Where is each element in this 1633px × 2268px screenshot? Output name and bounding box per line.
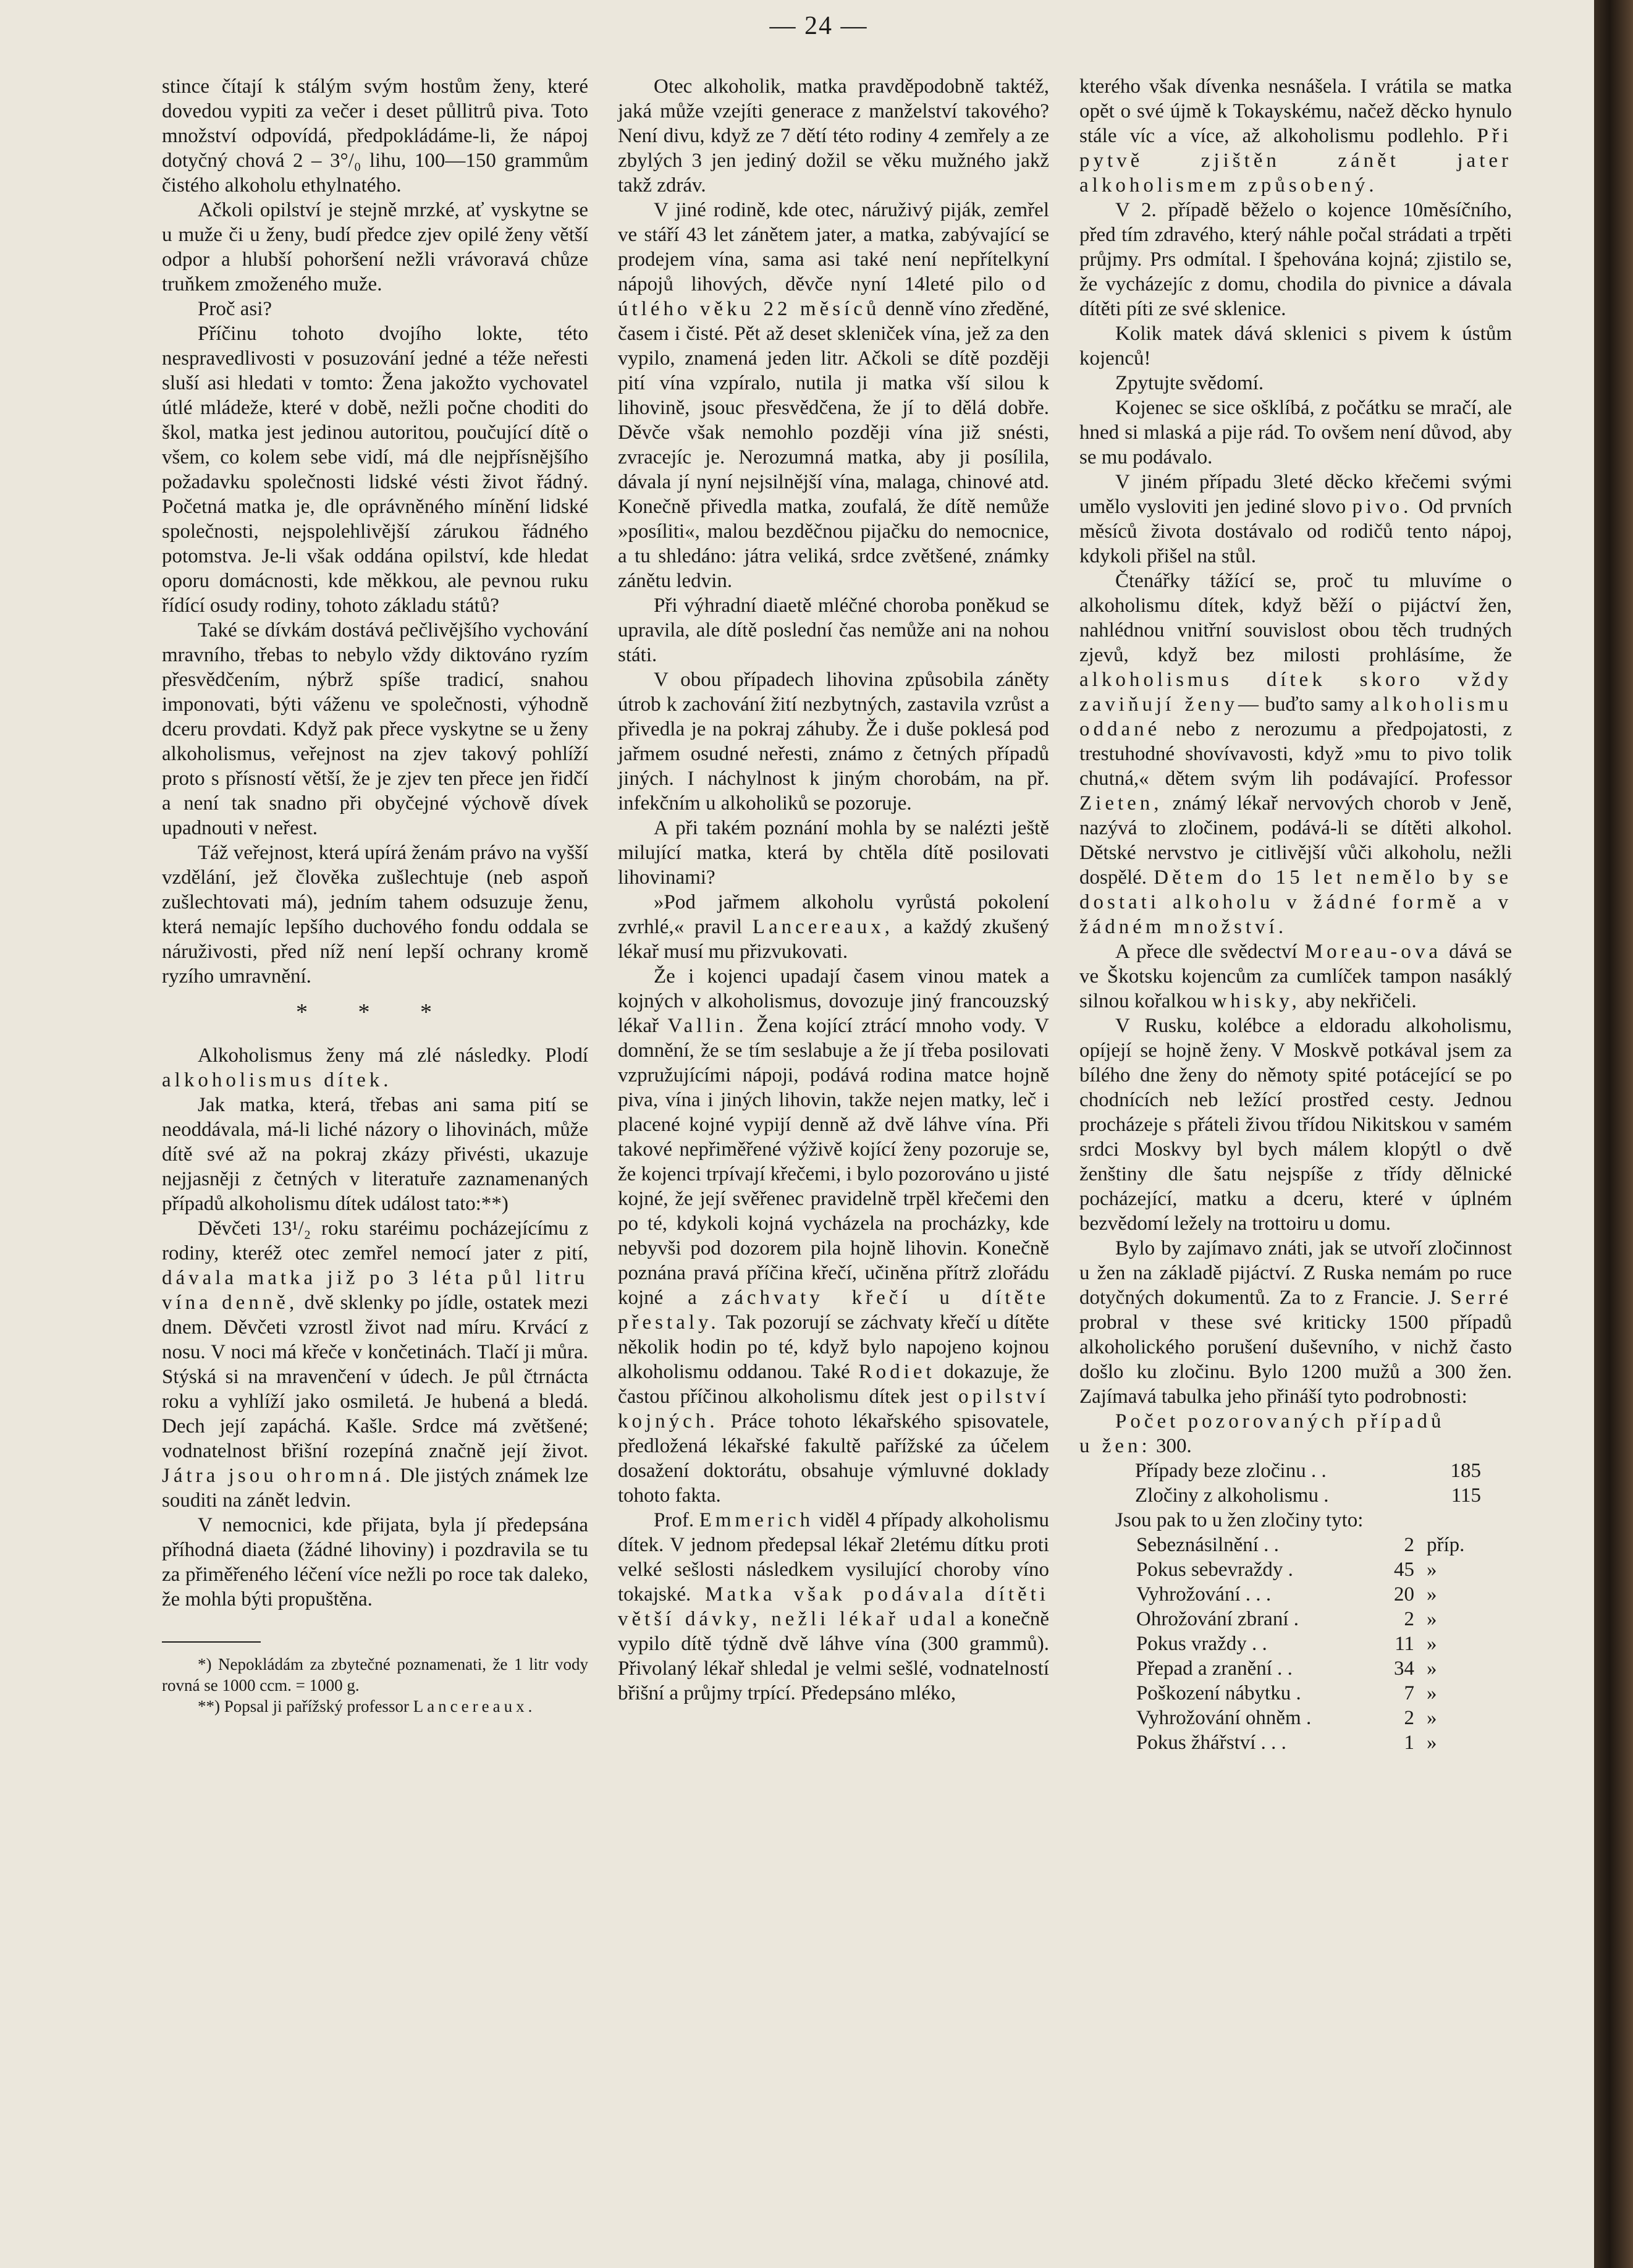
- paragraph: V jiné rodině, kde otec, náruživý piják, zemřel ve stáří 43 let zánětem jater, a matka, zabývající se prodejem vína, sama asi také není nepřítelkyní nápojů lihových, děvče nyní 14leté pilo od útlého věku 22 měsíců denně víno zředěné, časem i čisté. Pět až deset skleniček vína, jež za den vypilo, znamená jeden litr. Ačkoli se dítě později pití vína vzpíralo, nutila ji matka vší silou k lihovině, jsouc přesvědčena, že jí to dělá dobře. Děvče však nemohlo později vína již snésti, zvracejíc je. Nerozumná matka, aby ji posílila, dávala jí nyní nejsilnější vína, malaga, chinové atd. Konečně přivedla matka, zoufalá, že dítě nemůže »posíliti«, malou bezděčnou pijačku do nemocnice, a tu shledáno: játra veliká, srdce zvětšené, známky zánětu ledvin.: [618, 199, 1049, 592]
- paragraph: Zpytujte svědomí.: [1115, 372, 1264, 394]
- footnote-rule: [162, 1641, 261, 1643]
- text-column-3: [1079, 74, 1512, 1755]
- paragraph: Kojenec se sice ošklíbá, z počátku se mračí, ale hned si mlaská a pije rád. To ovšem není důvod, aby se mu podávalo.: [1079, 397, 1512, 468]
- paragraph: stince čítají k stálým svým hostům ženy, které dovedou vypiti za večer i deset půllitrů piva. Toto množství odpovídá, předpokládáme-li, že nápoj dotyčný chová 2 – 3°/₀ lihu, 100—150 grammům čistého alkoholu ethylnatého.: [162, 75, 588, 197]
- table-row: Ohrožování zbraní . 2 »: [1136, 1608, 1437, 1630]
- paragraph: Alkoholismus ženy má zlé následky. Plodí alkoholismus dítek.: [162, 1044, 588, 1091]
- paragraph: A při takém poznání mohla by se nalézti ještě milující matka, která by chtěla dítě posilovati lihovinami?: [618, 817, 1049, 889]
- book-spine-edge: [1594, 0, 1633, 2268]
- paragraph: Ačkoli opilství je stejně mrzké, ať vyskytne se u muže či u ženy, budí předce zjev opilé ženy větší odpor a hlubší pohoršení nežli vrávoravá chůze truňkem zmoženého muže.: [162, 199, 588, 295]
- paragraph: V Rusku, kolébce a eldoradu alkoholismu, opíjejí se hojně ženy. V Moskvě potkával jsem za bílého dne ženy do němoty spité potácející se po chodnících neb ležící prostřed cesty. Jednou procházeje s přáteli živou třídou Nikitskou v samém srdci Moskvy byl bych málem klopýtl o dvě ženštiny dle šatu nejspíše z třídy dělnické pocházející, matku a dceru, které v úplném bezvědomí ležely na trottoiru u domu.: [1079, 1015, 1512, 1235]
- paragraph: Že i kojenci upadají časem vinou matek a kojných v alkoholismus, dovozuje jiný francouzský lékař Vallin. Žena kojící ztrácí mnoho vody. V domnění, že se tím seslabuje a že jí třeba posilovati vzpružujícími nápoji, podává rodina matce hojně piva, vína i jiných lihovin, takže nejen matky, leč i placené kojné vypijí denně až dvě láhve vína. Při takové nepřiměřené výživě kojící ženy pozoruje se, že kojenci trpívají křečemi, i bylo pozorováno u jisté kojné, že její svěřenec pravidelně trpěl křečemi den po té, kdykoli kojná vycházela na procházky, kde nebyvši pod dozorem pila hojně lihovin. Konečně poznána pravá příčina křečí, učiněna přítrž zlořádu kojné a záchvaty křečí u dítěte přestaly. Tak pozorují se záchvaty křečí u dítěte několik hodin po té, když bylo napojeno kojnou alkoholismu oddanou. Také Rodiet dokazuje, že častou příčinou alkoholismu dítek jest opilství kojných. Práce tohoto lékařského spisovatele, předložená lékařské fakultě pařížské za účelem dosažení doktorátu, obsahuje výmluvné doklady tohoto fakta.: [618, 965, 1050, 1507]
- statistics-heading: Počet pozorovaných případů u žen: 300.: [1079, 1410, 1445, 1457]
- paragraph: V jiném případu 3leté děcko křečemi svými umělo vysloviti jen jediné slovo pivo. Od prvních měsíců života dostávalo od rodičů tento nápoj, kdykoli přišel na stůl.: [1079, 471, 1513, 567]
- paragraph: V 2. případě běželo o kojence 10měsíčního, před tím zdravého, který náhle počal strádati a trpěti průjmy. Prs odmítal. I špehována kojná; zjistilo se, že vycházejíc z domu, chodila do pivnice a dávala dítěti píti ze své sklenice.: [1079, 199, 1512, 320]
- paragraph: Čtenářky tážící se, proč tu mluvíme o alkoholismu dítek, když běží o pijáctví žen, nahlédnou vnitřní souvislost obou těch trudných zjevů, když bez milosti prohlásíme, že alkoholismus dítek skoro vždy zaviňují ženy— buďto samy alkoholismu oddané nebo z nerozumu a předpojatosti, z trestuhodné shovívavosti, když »mu to pivo tolik chutná,« dětem svým lih podávající. Professor Zieten, známý lékař nervových chorob v Jeně, nazývá to zločinem, podává-li se dítěti alkohol. Dětské nervstvo je citlivější vůči alkoholu, nežli dospělé. Dětem do 15 let nemělo by se dostati alkoholu v žádné formě a v žádném množství.: [1079, 570, 1512, 938]
- table-row: Pokus žhářství . . . 1 »: [1136, 1732, 1437, 1754]
- footnote: *) Nepokládám za zbytečné poznamenati, že 1 litr vody rovná se 1000 ccm. = 1000 g.: [162, 1655, 588, 1695]
- table-row: Vyhrožování . . . 20 »: [1136, 1583, 1437, 1606]
- table-row: Pokus vraždy . . 11 »: [1136, 1633, 1437, 1655]
- text-column-2: [618, 74, 1049, 1706]
- section-separator: * * *: [296, 999, 454, 1025]
- table-row: Poškození nábytku . 7 »: [1136, 1682, 1437, 1704]
- paragraph: Otec alkoholik, matka pravděpodobně taktéž, jaká může vzejíti generace z manželství takového? Není divu, když ze 7 dětí této rodiny 4 zemřely a ze zbylých 3 jen jediný dožil se věku mužného jakž takž zdráv.: [618, 75, 1049, 197]
- table-row: Sebeznásilnění . . 2 příp.: [1136, 1534, 1465, 1556]
- paragraph: V obou případech lihovina způsobila záněty útrob k zachování žití nezbytných, zastavila vzrůst a přivedla je na pokraj záhuby. Že i duše poklesá pod jařmem osudné neřesti, známo z četných případů jiných. I náchylnost k jiným chorobám, na př. infekčním u alkoholiků se pozoruje.: [618, 669, 1049, 815]
- paragraph: kterého však dívenka nesnášela. I vrátila se matka opět o své újmě k Tokayskému, načež děcko hynulo stále víc a více, až alkoholismu podlehlo. Při pytvě zjištěn zánět jater alkoholismem způsobený.: [1079, 75, 1512, 197]
- statistics-table: [1079, 1409, 1512, 1508]
- table-row: Zločiny z alkoholismu . 115: [1135, 1484, 1481, 1507]
- footnote: **) Popsal ji pařížský professor Lancereaux.: [198, 1697, 536, 1716]
- paragraph: Kolik matek dává sklenici s pivem k ústům kojenců!: [1079, 323, 1512, 370]
- paragraph: Táž veřejnost, která upírá ženám právo na vyšší vzdělání, jež člověka zušlechtuje (neb aspoň zušlechtovati má), jedním tahem odsuzuje ženu, která nemajíc lepšího duchového fondu oddala se náruživosti, před níž není lepší ochrany kromě ryzího umravnění.: [162, 842, 588, 988]
- paragraph: Při výhradní diaetě mléčné choroba poněkud se upravila, ale dítě poslední čas nemůže ani na nohou státi.: [618, 595, 1049, 666]
- paragraph: Bylo by zajímavo znáti, jak se utvoří zločinnost u žen na základě pijáctví. Z Ruska nemám po ruce dotyčných dokumentů. Za to z Francie. J. Serré probral v these své kriticky 1500 případů alkoholického porušení duševního, v nichž často došlo ku zločinu. Bylo 1200 mužů a 300 žen. Zajímavá tabulka jeho přináší tyto podrobnosti:: [1079, 1237, 1512, 1408]
- table-row: Případy beze zločinu . . 185: [1135, 1460, 1481, 1482]
- text-column-1: [162, 74, 588, 1717]
- paragraph: »Pod jařmem alkoholu vyrůstá pokolení zvrhlé,« pravil Lancereaux, a každý zkušený lékař musí mu přizvukovati.: [618, 891, 1050, 963]
- paragraph: V nemocnici, kde přijata, byla jí předepsána příhodná diaeta (žádné lihoviny) i pozdravila se tu za přiměřeného léčení více nežli po roce tak daleko, že mohla býti propuštěna.: [162, 1514, 588, 1610]
- paragraph: Děvčeti 13¹/₂ roku staréimu pocházejícímu z rodiny, kteréž otec zemřel nemocí jater z pití, dávala matka již po 3 léta půl litru vína denně, dvě sklenky po jídle, ostatek mezi dnem. Děvčeti vzrostl život nad míru. Krvácí z nosu. V noci má křeče v končetinách. Tlačí ji můra. Stýská si na mravenčení v údech. Je půl čtrnácta roku a vyhlíží jako osmiletá. Je hubená a bledá. Dech její zapáchá. Kašle. Srdce má zvětšené; vodnatelnost břišní rozepíná značně její život. Játra jsou ohromná. Dle jistých známek lze souditi na zánět ledvin.: [162, 1217, 589, 1512]
- paragraph: Proč asi?: [198, 298, 272, 320]
- paragraph: Také se dívkám dostává pečlivějšího vychování mravního, třebas to nebylo vždy diktováno ryzím přesvědčením, nýbrž spíše tradicí, snahou imponovati, býti váženu ve společnosti, výhodně dceru provdati. Když pak přece vyskytne se u ženy alkoholismus, veřejnost na zjev takový pohlíží proto s přísností větší, že je zjev ten přece jen řidčí a není tak snadno při obyčejné výchově dívek upadnouti v neřest.: [162, 619, 588, 839]
- paragraph: Příčinu tohoto dvojího lokte, této nespravedlivosti v posuzování jedné a téže neřesti sluší asi hledati v tomto: Žena jakožto vychovatel útlé mládeže, které v době, nežli počne choditi do škol, matka jest jedinou autoritou, poučující dítě o všem, co kolem sebe vidí, má dle nejpřísnějšího požadavku společnosti lidské vésti život řádný. Početná matka je, dle oprávněného mínění lidské společnosti, nejspolehlivější zárukou řádného potomstva. Je-li však oddána opilství, kde hledat oporu domácnosti, kde měkkou, ale pevnou ruku řídící osudy rodiny, tohoto základu států?: [162, 323, 588, 617]
- paragraph: A přece dle svědectví Moreau-ova dává se ve Škotsku kojencům za cumlíček tampon nasáklý silnou kořalkou whisky, aby nekřičeli.: [1079, 941, 1512, 1012]
- paragraph: Prof. Emmerich viděl 4 případy alkoholismu dítek. V jednom předepsal lékař 2letému dítku proti velké sešlosti následkem vysilující choroby víno tokajské. Matka však podávala dítěti větší dávky, nežli lékař udal a konečně vypilo dítě týdně dvě láhve vína (300 grammů). Přivolaný lékař shledal je velmi sešlé, vodnatelností břišní a průjmy trpící. Předepsáno mléko,: [618, 1509, 1050, 1704]
- table-row: Vyhrožování ohněm . 2 »: [1136, 1707, 1437, 1729]
- table-row: Přepad a zranění . . 34 »: [1136, 1657, 1437, 1680]
- crimes-table: [1079, 1533, 1512, 1755]
- crimes-heading: Jsou pak to u žen zločiny tyto:: [1115, 1509, 1364, 1531]
- table-row: Pokus sebevraždy . 45 »: [1136, 1559, 1437, 1581]
- paragraph: Jak matka, která, třebas ani sama pití se neoddávala, má-li liché názory o lihovinách, může dítě své až na pokraj zkázy přivésti, ukazuje nejjasněji z četných v literatuře zaznamenaných případů alkoholismu dítek událost tato:**): [162, 1094, 588, 1215]
- page-number: — 24 —: [769, 12, 868, 40]
